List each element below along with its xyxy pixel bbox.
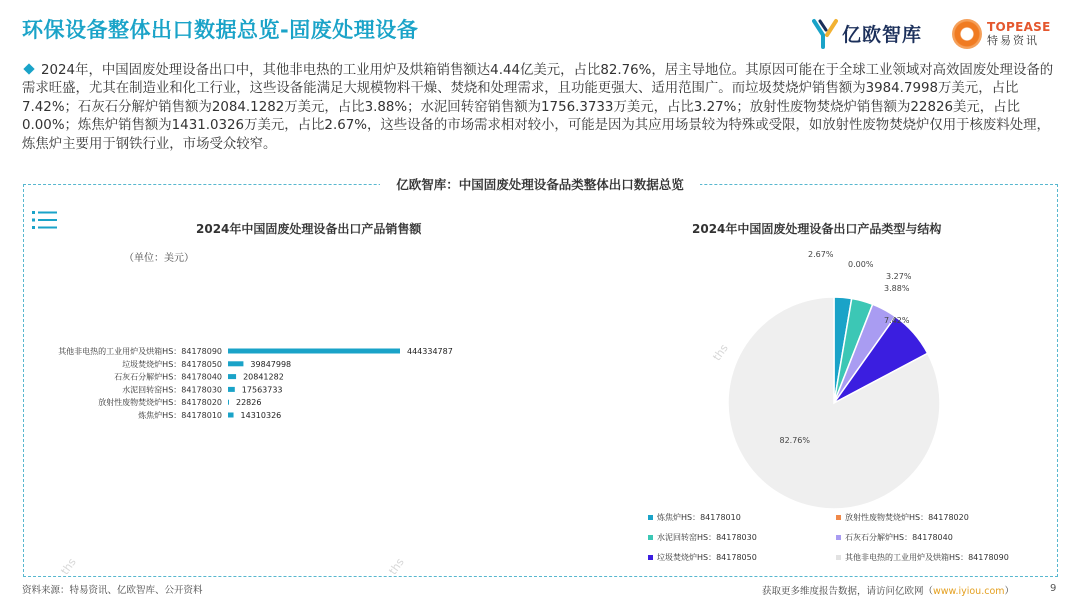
pie-chart-title: 2024年中国固废处理设备出口产品类型与结构 xyxy=(692,222,942,236)
pie-slice-label: 7.42% xyxy=(884,316,910,325)
bar-value-label: 17563733 xyxy=(241,385,283,395)
page-number: 9 xyxy=(1050,583,1057,594)
legend-item xyxy=(648,532,836,543)
legend-label: 炼焦炉HS：84178010 xyxy=(657,513,741,522)
bar-category-label: 垃圾焚烧炉HS：84178050 xyxy=(122,359,222,369)
bar-chart xyxy=(0,0,560,470)
bar-value-label: 22826 xyxy=(236,398,262,408)
iyiou-logo-text: 亿欧智库 xyxy=(842,23,923,46)
topease-logo xyxy=(952,16,1051,52)
iyiou-logo xyxy=(812,16,922,50)
more-info-prefix: 获取更多维度报告数据，请访问亿欧网（ xyxy=(762,586,934,597)
bar xyxy=(228,387,235,392)
topease-logo-subtext: 特易资讯 xyxy=(987,33,1039,47)
legend-item xyxy=(836,532,1068,543)
topease-logo-text: TOPEASE xyxy=(987,19,1051,34)
summary-text: 2024年，中国固废处理设备出口中，其他非电热的工业用炉及烘箱销售额达4.44亿美元，占比82.76%，居主导地位。其原因可能在于全球工业领域对高效固废处理设备的需求旺盛，尤其在制造业和化工行业，这些设备能满足大规模物料干燥、焚烧和处理需求，且功能更强大、适用范围广。而垃圾焚烧炉销售额为3984.7998万美元，占比7.42%；石灰石分解炉销售额为2084.1282万美元，占比3.88%；水泥回转窑销售额为1756.3733万美元，占比3.27%；放射性废物焚烧炉销售额为22826美元，占比0.00%；炼焦炉销售额为1431.0326万美元，占比2.67%，这些设备的市场需求相对较小，可能是因为其应用场景较为特殊或受限，如放射性废物焚烧炉仅用于核废料处理，炼焦炉主要用于钢铁行业，市场受众较窄。 xyxy=(22,63,1054,152)
pie-chart xyxy=(700,240,1000,510)
legend-label: 其他非电热的工业用炉及烘箱HS：84178090 xyxy=(845,553,1009,562)
bar-chart-title: 2024年中国固废处理设备出口产品销售额 xyxy=(196,222,422,236)
pie-slice-label: 3.27% xyxy=(886,272,912,281)
bar-category-label: 其他非电热的工业用炉及烘箱HS：84178090 xyxy=(58,347,222,356)
legend-swatch xyxy=(836,515,841,520)
legend-item xyxy=(648,552,836,563)
more-info-note xyxy=(762,583,1014,597)
legend-item xyxy=(836,552,1068,563)
watermark: ths xyxy=(386,555,407,578)
bar xyxy=(228,400,229,405)
frame-title: 亿欧智库：中国固废处理设备品类整体出口数据总览 xyxy=(380,176,700,194)
legend-swatch xyxy=(836,535,841,540)
pie-slice-label: 0.00% xyxy=(848,260,874,269)
bar xyxy=(228,349,400,354)
bar-value-label: 20841282 xyxy=(243,372,284,382)
legend-label: 水泥回转窑HS：84178030 xyxy=(657,533,757,542)
watermark: ths xyxy=(58,555,79,578)
bar-category-label: 石灰石分解炉HS：84178040 xyxy=(114,372,222,382)
legend-label: 垃圾焚烧炉HS：84178050 xyxy=(657,553,757,562)
more-info-suffix: ） xyxy=(1004,586,1015,597)
watermark: ths xyxy=(710,341,731,364)
legend-item xyxy=(836,512,1068,523)
page-title: 环保设备整体出口数据总览-固废处理设备 xyxy=(22,18,419,42)
bar-chart-unit: （单位：美元） xyxy=(124,253,194,264)
bar-category-label: 炼焦炉HS：84178010 xyxy=(138,411,222,420)
pie-slice-label: 2.67% xyxy=(808,250,834,259)
topease-logo-icon xyxy=(952,19,982,49)
pie-slice-label: 3.88% xyxy=(884,284,910,293)
source-note: 资料来源：特易资讯、亿欧智库、公开资料 xyxy=(22,585,203,596)
bar-value-label: 39847998 xyxy=(250,359,292,369)
legend-swatch xyxy=(648,555,653,560)
pie-slice-label: 82.76% xyxy=(779,436,810,445)
bar-category-label: 放射性废物焚烧炉HS：84178020 xyxy=(98,398,222,408)
bar-category-label: 水泥回转窑HS：84178030 xyxy=(122,385,222,395)
bar xyxy=(228,413,234,418)
bar-value-label: 444334787 xyxy=(407,347,453,356)
legend-swatch xyxy=(648,515,653,520)
legend-label: 石灰石分解炉HS：84178040 xyxy=(845,533,953,542)
legend-swatch xyxy=(836,555,841,560)
iyiou-link[interactable]: www.iyiou.com xyxy=(933,586,1005,597)
iyiou-logo-icon xyxy=(812,17,838,49)
legend-label: 放射性废物焚烧炉HS：84178020 xyxy=(845,513,969,522)
legend-swatch xyxy=(648,535,653,540)
legend-item xyxy=(648,512,836,523)
bar xyxy=(228,374,236,379)
bar xyxy=(228,361,243,366)
bar-value-label: 14310326 xyxy=(240,411,282,420)
pie-legend xyxy=(648,512,1068,563)
